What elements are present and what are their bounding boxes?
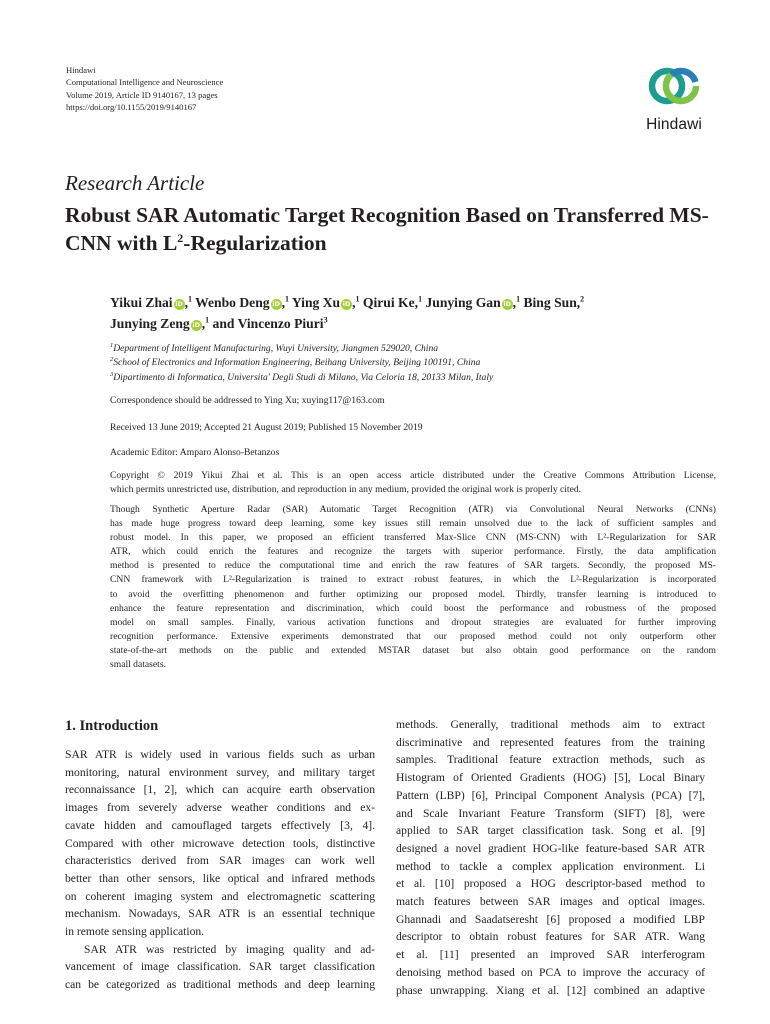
author: Yikui Zhai iD ,$^1$ [110, 294, 192, 310]
abstract-line: Though Synthetic Aperture Radar (SAR) Automatic Target Recognition (ATR) via Convolutional Neural Networks (CNNs) [110, 504, 716, 515]
author-name: Ying Xu [291, 295, 341, 310]
body-text-line: Compared with other microwave detection tools, distinctive [65, 836, 375, 850]
affiliation-text: Department of Intelligent Manufacturing, Wuyi University, Jiangmen 529020, China [113, 343, 439, 354]
abstract-line: ATR, which could enrich the features and recognize the targets with superior performance. Firstly, the data amplification [110, 546, 716, 558]
body-text-line: and Scale Invariant Feature Transform (SIFT) [8], were [396, 806, 705, 820]
paper-title [65, 201, 715, 257]
abstract-line: has made huge progress toward deep learning, some key issues still remain unsolved due to the lack of sufficient samples and [110, 518, 716, 530]
body-text-line: images from severely adverse weather conditions and ex- [65, 801, 375, 815]
author: Junying Gan iD ,$^1$ [425, 294, 521, 310]
publication-dates: Received 13 June 2019; Accepted 21 August 2019; Published 15 November 2019 [110, 422, 423, 433]
abstract-line: method is presented to reduce the computational time and enrich the raw features of SAR targets. Secondly, the proposed MS- [110, 560, 716, 572]
abstract-line: model on small samples. Finally, various activation functions and dropout strategies are evaluated for further improving [110, 616, 716, 628]
author-affiliation-number: 3 [323, 315, 328, 325]
body-text-line: et al. [11] presented an improved SAR interferogram [396, 948, 705, 962]
author-affiliation-number: 1 [355, 294, 360, 304]
hindawi-logo-icon [636, 62, 712, 114]
body-text-line: applied to SAR target classification task. Song et al. [9] [396, 824, 705, 838]
author-affiliation-number: 1 [188, 294, 192, 304]
journal-name: Computational Intelligence and Neuroscience [66, 77, 224, 88]
author-name: Junying Gan [425, 295, 501, 310]
author-name: Vincenzo Piuri [237, 316, 324, 331]
author [238, 316, 328, 331]
orcid-icon[interactable]: iD [192, 321, 201, 329]
publisher-name: Hindawi [66, 65, 96, 75]
body-text-line: cavate hidden and camouflaged targets effectively [3, 4]. [65, 818, 375, 832]
body-text-line: reconnaissance [1, 2], which can acquire earth observation [65, 783, 375, 797]
body-text-line: designed a novel gradient HOG-like feature-based SAR ATR [396, 841, 705, 855]
body-text-line: phase unwrapping. Xiang et al. [12] combined an adaptive [396, 983, 705, 997]
affiliation-text: Dipartimento di Informatica, Universita' Degli Studi di Milano, Via Celoria 18, 20133 Milan, Italy [113, 371, 494, 383]
abstract-line: state-of-the-art methods on the public and extended MSTAR dataset but also obtain good performance on the random [110, 644, 716, 656]
abstract-line: small datasets. [110, 659, 166, 671]
copyright-line: Copyright © 2019 Yikui Zhai et al. This is an open access article distributed under the Creative Commons Attribution License, [110, 470, 716, 481]
abstract-line: CNN framework with L²-Regularization is trained to extract robust features, in which the L²-Regularization is incorporated [110, 574, 716, 586]
body-text-line: monitoring, natural environment survey, and military target [65, 765, 375, 779]
affiliation-list [110, 342, 720, 385]
academic-editor: Academic Editor: Amparo Alonso-Betanzos [110, 447, 280, 458]
author-affiliation-number: 2 [580, 294, 585, 304]
title-main: Robust SAR Automatic Target Recognition Based on Transferred MS-CNN with L [65, 203, 709, 255]
body-text-line: mechanism. Nowadays, SAR ATR is an essential technique [65, 907, 375, 921]
title-suffix: -Regularization [183, 231, 327, 255]
affiliation [110, 371, 720, 385]
copyright-notice [110, 469, 716, 497]
body-text-line: in remote sensing application. [65, 925, 205, 939]
body-text-line: discriminative and represented features from the training [396, 735, 705, 749]
author: Ying Xu iD ,$^1$ [291, 294, 360, 310]
author-affiliation-number: 1 [284, 294, 289, 304]
body-text-line: SAR ATR was restricted by imaging quality and ad- [84, 942, 375, 956]
hindawi-logo[interactable] [636, 62, 712, 133]
orcid-icon[interactable]: iD [175, 300, 183, 308]
author-list [110, 292, 710, 334]
author-affiliation-number: 1 [516, 294, 521, 304]
author-name: Bing Sun [523, 295, 577, 310]
author-name: Wenbo Deng [195, 295, 270, 310]
body-text-line: Histogram of Oriented Gradients (HOG) [5], Local Binary [396, 771, 705, 785]
body-text-line: denoising method based on PCA to improve the accuracy of [396, 965, 705, 979]
orcid-icon[interactable]: iD [342, 300, 351, 308]
doi-link[interactable]: https://doi.org/10.1155/2019/9140167 [66, 101, 197, 112]
author: Qirui Ke,$^1$ [362, 294, 423, 310]
journal-meta [66, 64, 223, 113]
abstract-line: recognition performance. Extensive experiments demonstrated that our proposed method could not only outperform other [110, 630, 716, 642]
body-text-line: SAR ATR is widely used in various fields such as urban [65, 748, 375, 761]
affiliation-number: 2 [110, 356, 114, 364]
correspondence: Correspondence should be addressed to Ying Xu; xuying117@163.com [110, 395, 385, 406]
author: Bing Sun,$^2$ [523, 294, 585, 310]
body-text-line: better than other sensors, like optical and infrared methods [65, 871, 375, 885]
affiliation-number: 1 [110, 341, 114, 349]
abstract-line: robust model. In this paper, we proposed an efficient transferred Max-Slice CNN (MS-CNN) with L²-Regularization for SAR [110, 532, 716, 544]
affiliation-text: School of Electronics and Information Engineering, Beihang University, Beijing 100191, China [113, 357, 481, 369]
affiliation [110, 342, 720, 356]
section-heading-introduction: 1. Introduction [65, 718, 159, 734]
body-text-line: methods. Generally, traditional methods aim to extract [396, 718, 705, 731]
abstract-line: enhance the feature representation and discrimination, which could boost the performance and robustness of the proposed [110, 602, 716, 614]
orcid-icon[interactable]: iD [503, 300, 511, 308]
author-name: Qirui Ke [362, 295, 415, 310]
body-text-line: match features between SAR images and optical images. [396, 895, 705, 909]
author-name: Junying Zeng [110, 316, 190, 331]
logo-wordmark: Hindawi [646, 116, 702, 133]
author-name: Yikui Zhai [110, 295, 173, 310]
body-column-right [396, 716, 705, 999]
title-sup: 2 [177, 230, 184, 245]
copyright-line: which permits unrestricted use, distribution, and reproduction in any medium, provided the original work is properly cited. [110, 484, 582, 495]
author: Wenbo Deng iD ,$^1$ [195, 294, 289, 310]
abstract-line: to avoid the overfitting phenomenon and further optimizing our proposed model. Thirdly, transfer learning is introduced to [110, 588, 716, 600]
volume-info: Volume 2019, Article ID 9140167, 13 pages [66, 89, 218, 100]
author-affiliation-number: 1 [205, 315, 210, 325]
body-text-line: Pattern (LBP) [6], Principal Component Analysis (PCA) [7], [396, 788, 705, 802]
orcid-icon[interactable]: iD [272, 300, 280, 308]
affiliation-number: 3 [110, 370, 114, 378]
affiliation [110, 356, 720, 370]
body-text-line: method to tackle a complex application environment. Li [396, 859, 705, 873]
article-type: Research Article [65, 171, 205, 195]
body-text-line: Ghannadi and Saadatseresht [6] proposed a modified LBP [396, 912, 705, 926]
author: Junying Zeng iD ,$^1$ and [110, 315, 238, 331]
body-text-line: on coherent imaging system and electromagnetic scattering [65, 889, 375, 903]
body-text-line: characteristics derived from SAR images can work well [65, 854, 375, 868]
body-text-line: samples. Traditional feature extraction methods, such as [396, 753, 705, 767]
body-text-line: vancement of image classification. SAR target classification [65, 960, 375, 974]
author-affiliation-number: 1 [418, 294, 423, 304]
body-text-line: et al. [10] proposed a HOG descriptor-based method to [396, 877, 705, 891]
body-column-left [65, 746, 375, 994]
body-text-line: can be categorized as traditional methods and deep learning [65, 978, 375, 992]
abstract [110, 503, 716, 672]
body-text-line: descriptor to obtain robust features for SAR ATR. Wang [396, 930, 705, 944]
